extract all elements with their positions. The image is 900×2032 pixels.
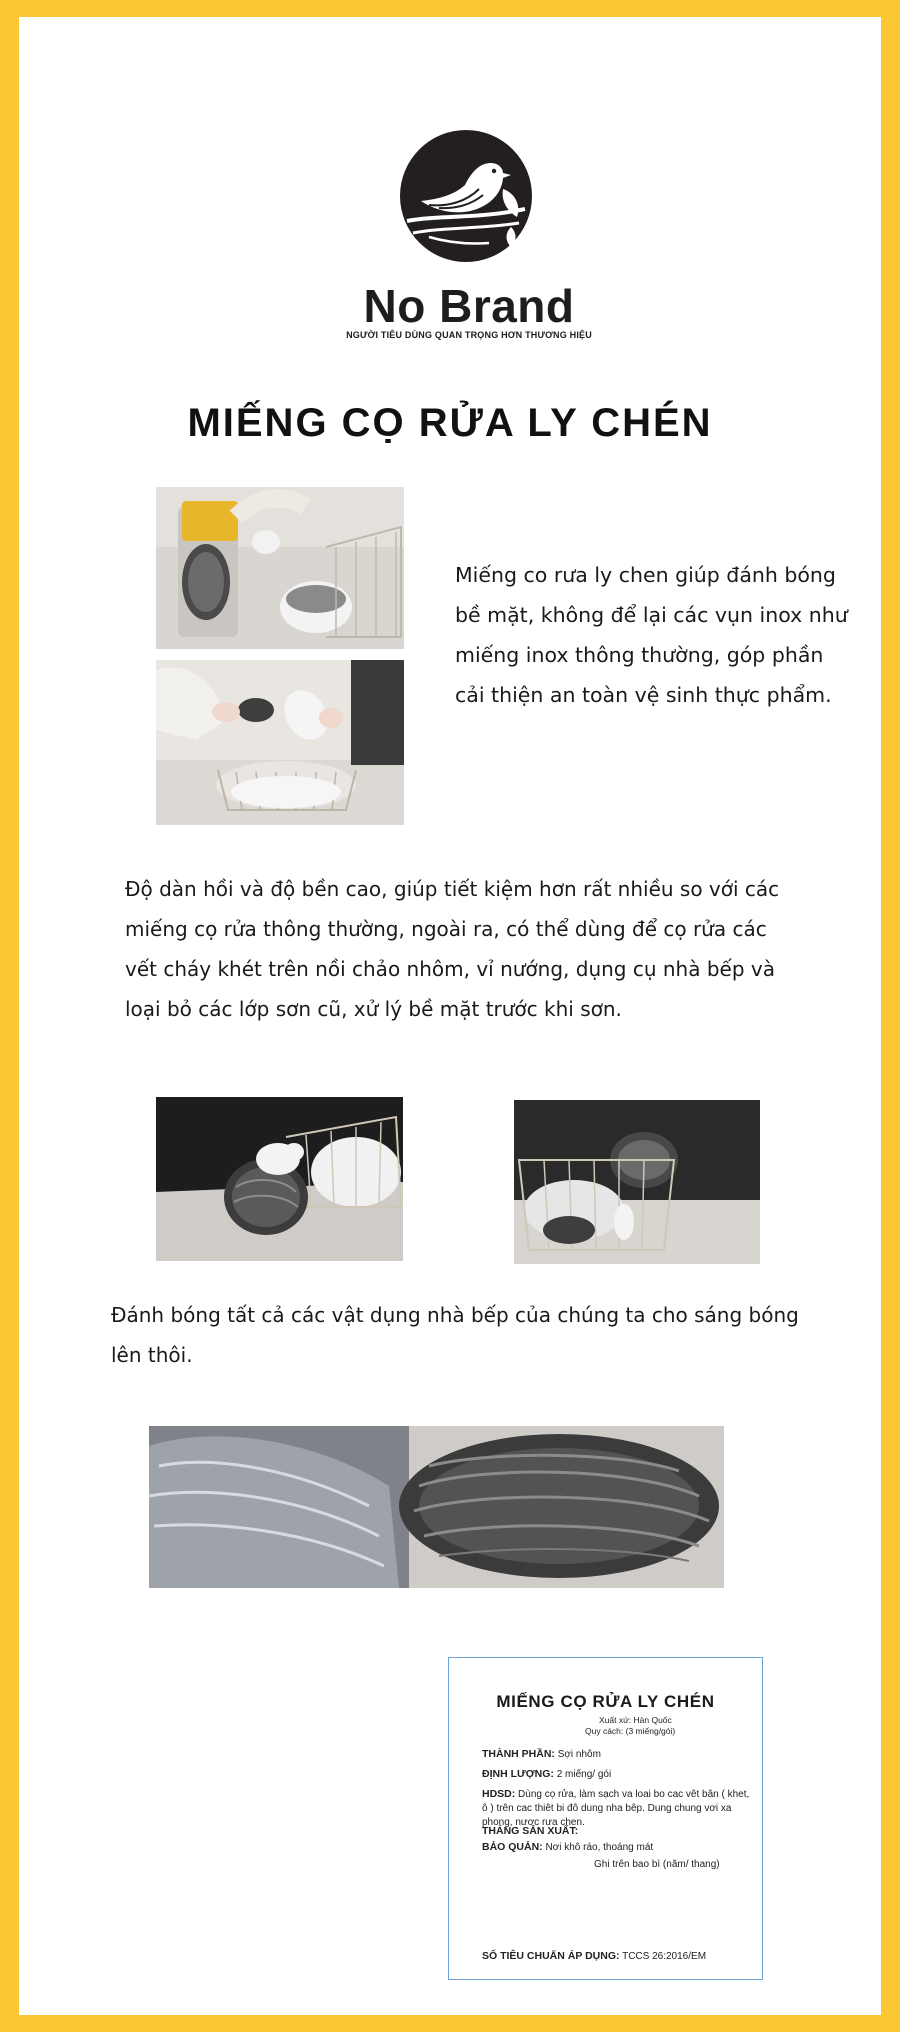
label-quantity-key: ĐỊNH LƯỢNG: [482,1768,554,1780]
label-title: MIẾNG CỌ RỬA LY CHÉN [496,1692,715,1711]
product-label [448,1657,763,1980]
brand-tagline: NGƯỜI TIÊU DÙNG QUAN TRỌNG HƠN THƯƠNG HIỆU [346,330,592,340]
brand-logo-bird-icon [399,129,533,263]
product-page [19,17,881,2015]
label-standard [482,1950,706,1962]
label-storage [482,1840,757,1855]
intro-paragraph: Miếng co rưa ly chen giúp đánh bóng bề mặt, không để lại các vụn inox như miếng inox thông thường, góp phần cải thiện an toàn vệ sinh thực phẩm. [455,563,848,707]
polish-paragraph: Đánh bóng tất cả các vật dụng nhà bếp của chúng ta cho sáng bóng lên thôi. [111,1303,799,1367]
durability-paragraph: Độ dàn hồi và độ bền cao, giúp tiết kiệm hơn rất nhiều so với các miếng cọ rửa thông thường, ngoài ra, có thể dùng để cọ rửa các vết cháy khét trên nồi chảo nhôm, vỉ nướng, dụng cụ nhà bếp và loại bỏ các lớp sơn cũ, xử lý bề mặt trước khi sơn. [125,877,780,1021]
label-ingredients-key: THÀNH PHẦN: [482,1748,555,1760]
label-quantity [482,1767,757,1782]
label-usage-key: HDSD: [482,1788,516,1800]
product-package-photo [156,487,404,649]
label-ingredients-value: Sợi nhôm [557,1749,601,1760]
scrubbing-bowl-photo [156,660,404,825]
label-spec: Quy cách: (3 miếng/gói) [585,1726,676,1736]
label-storage-key: BẢO QUẢN: [482,1841,543,1853]
label-ingredients [482,1747,757,1762]
label-standard-value: TCCS 26:2016/EM [622,1951,707,1962]
label-mfg [482,1824,757,1839]
label-usage-value: Dùng cọ rửa, làm sạch va loai bo cac vêt bân ( khet, ô ) trên cac thiêt bi đô dung nha bêp. Dung chung vơi xa phong, nươc rưa chen. [482,1789,750,1828]
page-title: MIẾNG CỌ RỬA LY CHÉN [187,401,713,445]
brand-name: No Brand [363,280,575,332]
label-quantity-value: 2 miếng/ gói [556,1769,612,1780]
label-origin: Xuất xứ: Hàn Quốc [599,1715,672,1725]
label-mfg-key: THÁNG SẢN XUẤT: [482,1825,579,1837]
scrubber-bird-photo [156,1097,403,1261]
steel-wool-closeup-photo [149,1426,724,1588]
label-date-note: Ghi trên bao bì (năm/ thang) [594,1859,720,1870]
label-standard-key: SỐ TIÊU CHUẨN ÁP DỤNG: [482,1950,620,1962]
scrubber-basket-photo [514,1100,760,1264]
label-storage-value: Nơi khô ráo, thoáng mát [545,1842,654,1853]
